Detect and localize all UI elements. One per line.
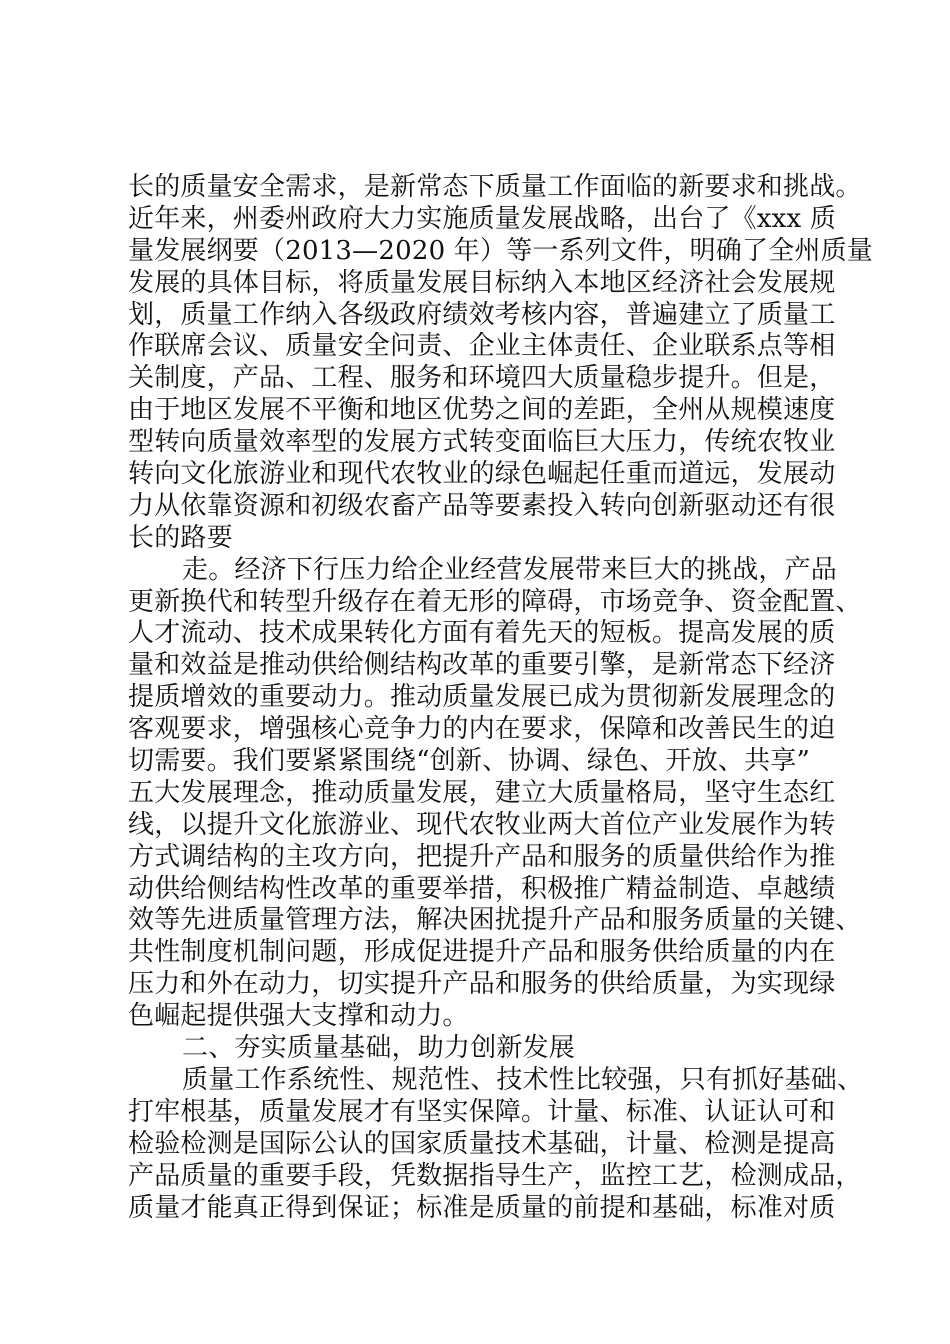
text-line: 产品质量的重要手段，凭数据指导生产，监控工艺，检测成品， — [128, 1160, 862, 1191]
text-line: 检验检测是国际公认的国家质量技术基础，计量、检测是提高 — [128, 1128, 836, 1159]
text-line: 长的路要 — [128, 522, 233, 553]
text-line: 方式调结构的主攻方向，把提升产品和服务的质量供给作为推 — [128, 841, 836, 872]
text-line: 发展的具体目标，将质量发展目标纳入本地区经济社会发展规 — [128, 267, 836, 298]
text-line: 转向文化旅游业和现代农牧业的绿色崛起任重而道远，发展动 — [128, 459, 836, 490]
text-line: 提质增效的重要动力。推动质量发展已成为贯彻新发展理念的 — [128, 682, 836, 713]
text-line: 作联席会议、质量安全问责、企业主体责任、企业联系点等相 — [128, 331, 836, 362]
text-line: 关制度，产品、工程、服务和环境四大质量稳步提升。但是， — [128, 363, 836, 394]
text-line: 量发展纲要（2013—2020 年）等一系列文件，明确了全州质量 — [128, 235, 874, 266]
text-line: 型转向质量效率型的发展方式转变面临巨大压力，传统农牧业 — [128, 427, 836, 458]
text-line: 人才流动、技术成果转化方面有着先天的短板。提高发展的质 — [128, 618, 836, 649]
text-line: 五大发展理念，推动质量发展，建立大质量格局，坚守生态红 — [128, 777, 836, 808]
text-line: 线，以提升文化旅游业、现代农牧业两大首位产业发展作为转 — [128, 809, 836, 840]
text-line: 量和效益是推动供给侧结构改革的重要引擎，是新常态下经济 — [128, 650, 836, 681]
document-body — [128, 172, 874, 1224]
text-line: 压力和外在动力，切实提升产品和服务的供给质量，为实现绿 — [128, 969, 836, 1000]
text-line: 更新换代和转型升级存在着无形的障碍，市场竞争、资金配置、 — [128, 586, 862, 617]
text-line: 由于地区发展不平衡和地区优势之间的差距，全州从规模速度 — [128, 395, 836, 426]
text-line: 客观要求，增强核心竞争力的内在要求，保障和改善民生的迫 — [128, 714, 836, 745]
text-line: 打牢根基，质量发展才有坚实保障。计量、标准、认证认可和 — [128, 1096, 836, 1127]
text-line: 效等先进质量管理方法，解决困扰提升产品和服务质量的关键、 — [128, 905, 862, 936]
text-line: 动供给侧结构性改革的重要举措，积极推广精益制造、卓越绩 — [128, 873, 836, 904]
text-line: 共性制度机制问题，形成促进提升产品和服务供给质量的内在 — [128, 937, 836, 968]
text-line: 近年来，州委州政府大力实施质量发展战略，出台了《xxx 质 — [128, 203, 837, 234]
text-line: 色崛起提供强大支撑和动力。 — [128, 1001, 469, 1032]
text-line: 质量才能真正得到保证；标准是质量的前提和基础，标准对质 — [128, 1192, 836, 1223]
text-line: 切需要。我们要紧紧围绕“创新、协调、绿色、开放、共享” — [128, 746, 810, 777]
text-line: 长的质量安全需求，是新常态下质量工作面临的新要求和挑战。 — [128, 172, 862, 202]
paragraph-first-line: 质量工作系统性、规范性、技术性比较强，只有抓好基础、 — [182, 1064, 864, 1095]
text-line: 划，质量工作纳入各级政府绩效考核内容，普遍建立了质量工 — [128, 299, 836, 330]
section-heading: 二、夯实质量基础，助力创新发展 — [182, 1033, 576, 1064]
text-line: 力从依靠资源和初级农畜产品等要素投入转向创新驱动还有很 — [128, 490, 836, 521]
paragraph-first-line: 走。经济下行压力给企业经营发展带来巨大的挑战，产品 — [182, 554, 838, 585]
